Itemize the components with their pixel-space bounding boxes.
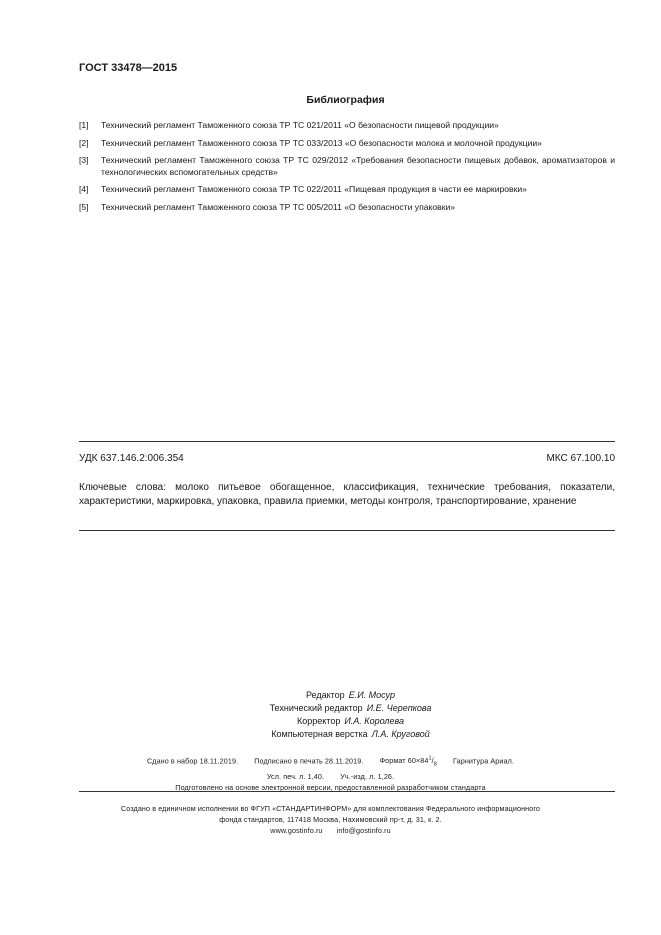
bibliography-item-number: [1] <box>79 120 89 130</box>
keywords: Ключевые слова: молоко питьевое обогащенное, классификация, технические требования, показатели, характеристики, маркировка, упаковка, правила приемки, методы контроля, транспортирование, хранение <box>79 482 615 507</box>
credit-role: Корректор <box>297 716 341 726</box>
print-sent-date: Сдано в набор 18.11.2019. <box>146 756 239 766</box>
document-code: ГОСТ 33478—2015 <box>79 62 178 74</box>
bibliography-item-text: Технический регламент Таможенного союза ТР ТС 021/2011 «О безопасности пищевой продукции» <box>101 120 499 130</box>
credit-line <box>0 689 661 702</box>
print-signed-date: Подписано в печать 28.11.2019. <box>254 756 364 766</box>
bibliography-item <box>79 120 615 132</box>
credit-role: Компьютерная верстка <box>271 729 368 739</box>
credit-role: Редактор <box>305 690 345 700</box>
bibliography-item-number: [3] <box>79 155 89 165</box>
bibliography-item-number: [5] <box>79 201 89 212</box>
bibliography-item <box>79 202 615 214</box>
print-prepared-note: Подготовлено на основе электронной версии, предоставленной разработчиком стандарта <box>175 782 486 792</box>
divider-bottom <box>79 530 615 531</box>
divider-top <box>79 441 615 442</box>
bibliography-item-text: Технический регламент Таможенного союза ТР ТС 033/2013 «О безопасности молока и молочной продукции» <box>101 137 542 148</box>
print-info <box>0 754 661 793</box>
print-typeface: Гарнитура Ариал. <box>453 756 514 766</box>
bibliography-item <box>79 184 615 196</box>
credit-role: Технический редактор <box>269 703 363 713</box>
bibliography-item-number: [2] <box>79 137 89 148</box>
publisher-website-link[interactable]: www.gostinfo.ru <box>270 826 323 835</box>
credit-name: И.Е. Черепкова <box>366 703 432 713</box>
publisher-email-link[interactable]: info@gostinfo.ru <box>336 826 391 835</box>
bibliography-item <box>79 155 615 178</box>
credit-name: Л.А. Круговой <box>371 729 430 739</box>
bibliography-item-text: Технический регламент Таможенного союза ТР ТС 022/2011 «Пищевая продукция в части ее маркировки» <box>101 184 527 194</box>
bibliography-list <box>79 120 615 219</box>
publisher-contacts <box>0 825 661 836</box>
mks-code: МКС 67.100.10 <box>546 453 615 464</box>
bibliography-title: Библиография <box>306 94 385 106</box>
credit-name: И.А. Королева <box>344 716 404 726</box>
credit-name: Е.И. Мосур <box>348 690 396 700</box>
udk-code: УДК 637.146.2:006.354 <box>79 453 184 464</box>
print-format: Формат $60\times 84^1/_8$ <box>379 756 437 768</box>
print-pub-sheets: Уч.-изд. л. 1,26. <box>340 771 395 781</box>
bibliography-item <box>79 138 615 150</box>
editorial-credits <box>0 689 661 741</box>
credit-line <box>0 715 661 728</box>
print-format-denominator: 8 <box>433 761 437 768</box>
print-sheets: Усл. печ. л. 1,40. <box>266 771 325 781</box>
credit-line <box>0 702 661 715</box>
print-format-numerator: 1 <box>428 756 432 762</box>
print-format-prefix: Формат 60×84 <box>379 756 429 766</box>
print-info-line2 <box>0 771 661 782</box>
publisher-line2: фонда стандартов, 117418 Москва, Нахимовский пр-т, д. 31, к. 2. <box>219 815 442 824</box>
bibliography-item-number: [4] <box>79 184 89 194</box>
publisher-line1: Создано в единичном исполнении во ФГУП «СТАНДАРТИНФОРМ» для комплектования Федерального информационного <box>121 804 540 813</box>
credit-line <box>0 728 661 741</box>
bibliography-item-text: Технический регламент Таможенного союза ТР ТС 005/2011 «О безопасности упаковки» <box>101 201 456 212</box>
print-info-line1 <box>0 754 661 771</box>
bibliography-item-text: Технический регламент Таможенного союза ТР ТС 029/2012 «Требования безопасности пищевых добавок, ароматизаторов и технологических вспомогательных средств» <box>101 155 615 177</box>
publisher-info <box>0 803 661 836</box>
divider-publisher <box>79 791 615 792</box>
